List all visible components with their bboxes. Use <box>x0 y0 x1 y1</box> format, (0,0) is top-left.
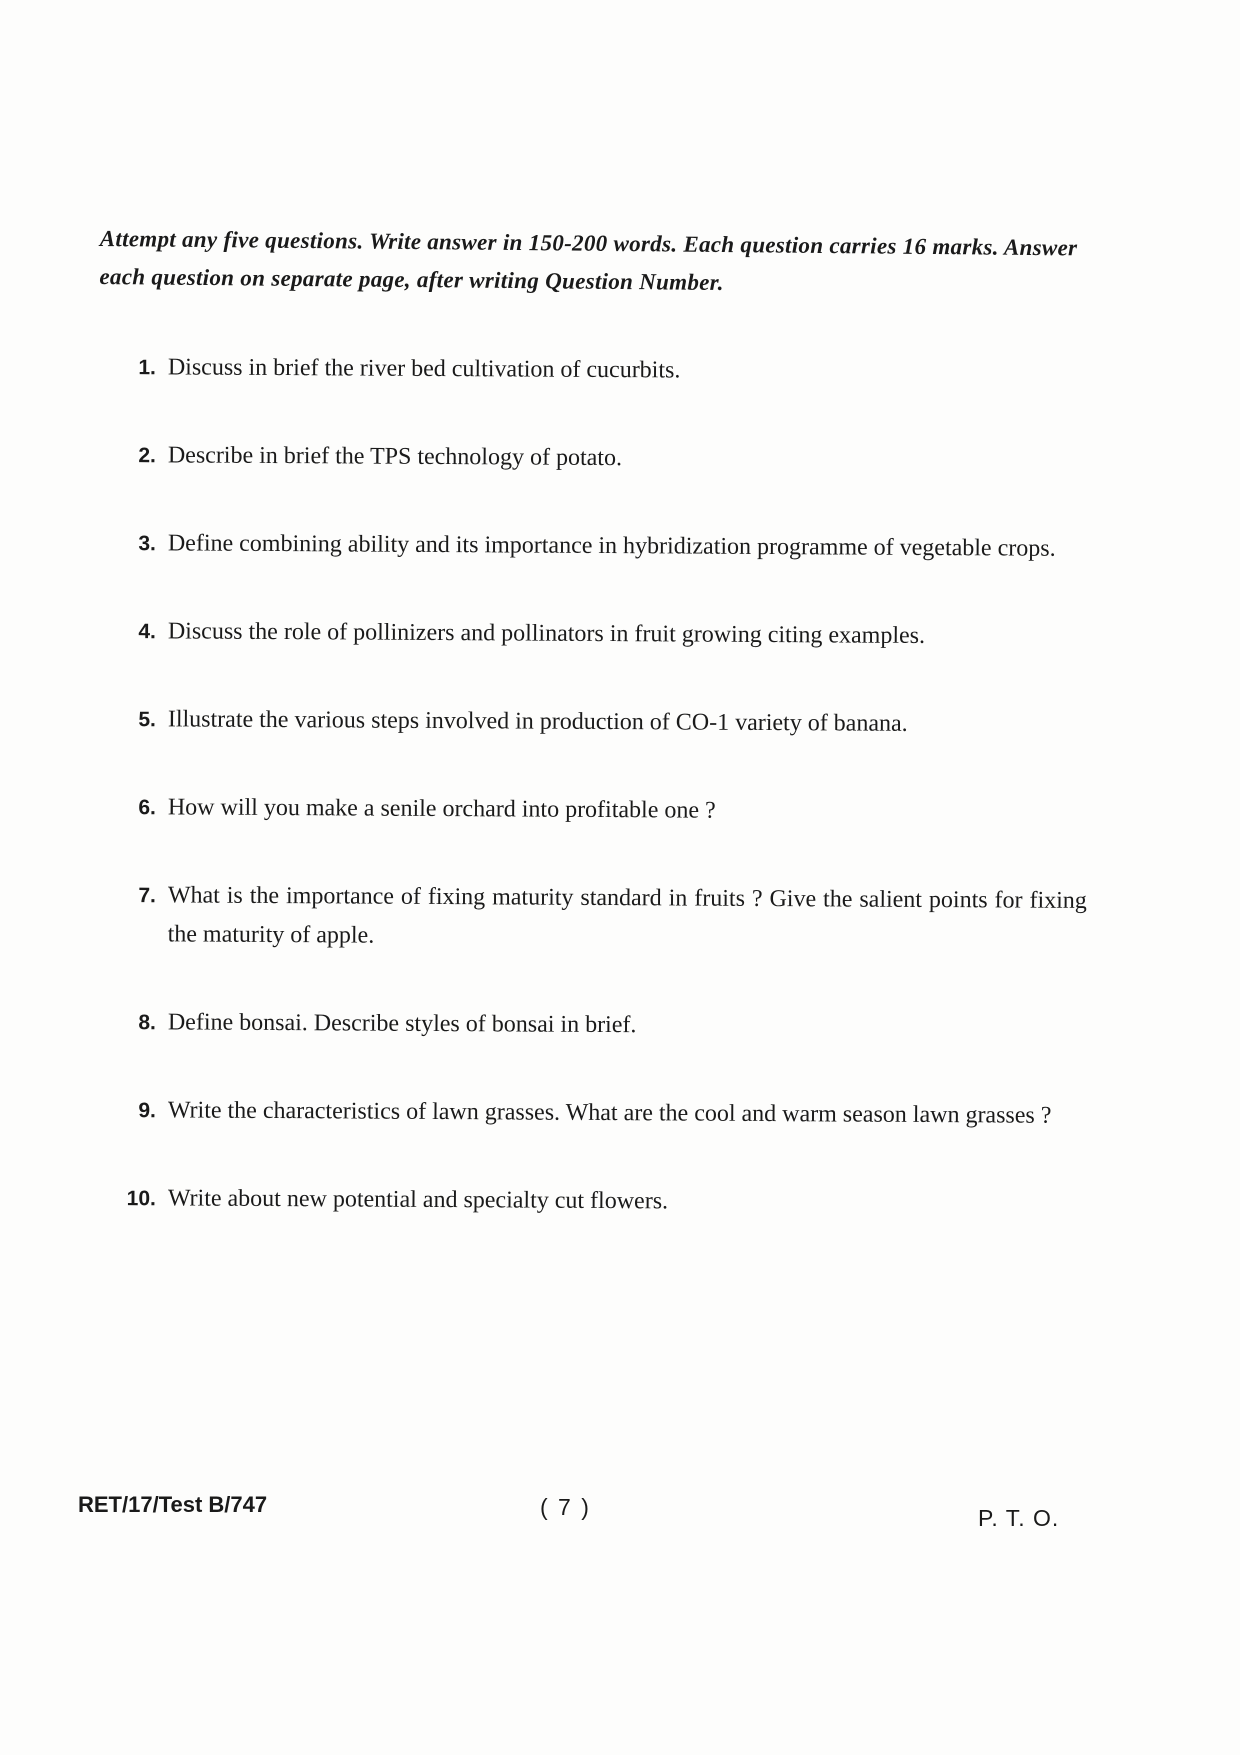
question-number: 7. <box>138 884 156 908</box>
question-text: Describe in brief the TPS technology of potato. <box>167 442 623 472</box>
question-item <box>112 348 1087 393</box>
question-text: Define bonsai. Describe styles of bonsai in brief. <box>167 1009 637 1039</box>
question-number: 9. <box>138 1099 156 1123</box>
question-number: 1. <box>138 356 156 380</box>
question-number: 2. <box>138 444 156 468</box>
question-item <box>112 524 1087 569</box>
question-item <box>112 876 1087 960</box>
question-item <box>112 612 1087 657</box>
question-number: 8. <box>138 1011 156 1035</box>
question-list <box>112 348 1087 1218</box>
question-text: How will you make a senile orchard into profitable one ? <box>167 794 716 824</box>
question-text: Discuss the role of pollinizers and pollinators in fruit growing citing examples. <box>167 618 926 649</box>
question-number: 6. <box>138 796 156 820</box>
question-text: Write the characteristics of lawn grasses. What are the cool and warm season lawn grasses ? <box>167 1097 1052 1129</box>
instructions: Attempt any five questions. Write answer in 150-200 words. Each question carries 16 marks. Answer each question on separate page, after writing Question Number. <box>99 225 1078 295</box>
question-item <box>112 700 1087 745</box>
question-text: Define combining ability and its importance in hybridization programme of vegetable crops. <box>167 530 1056 562</box>
question-item <box>112 436 1087 481</box>
question-text: Write about new potential and specialty cut flowers. <box>167 1185 669 1215</box>
question-number: 5. <box>138 708 156 732</box>
question-text: What is the importance of fixing maturity standard in fruits ? Give the salient points for fixing the maturity of apple. <box>167 882 1087 949</box>
question-item <box>112 1091 1087 1136</box>
question-number: 3. <box>138 532 156 556</box>
question-text: Discuss in brief the river bed cultivation of cucurbits. <box>167 354 681 384</box>
question-item <box>112 1179 1087 1224</box>
question-number: 10. <box>126 1187 156 1211</box>
page-number: ( 7 ) <box>540 1494 591 1520</box>
question-number: 4. <box>138 620 156 644</box>
question-item <box>112 788 1087 833</box>
question-item <box>112 1003 1087 1048</box>
paper-code: RET/17/Test B/747 <box>78 1492 268 1517</box>
please-turn-over: P. T. O. <box>978 1505 1060 1531</box>
question-text: Illustrate the various steps involved in production of CO-1 variety of banana. <box>167 706 908 737</box>
